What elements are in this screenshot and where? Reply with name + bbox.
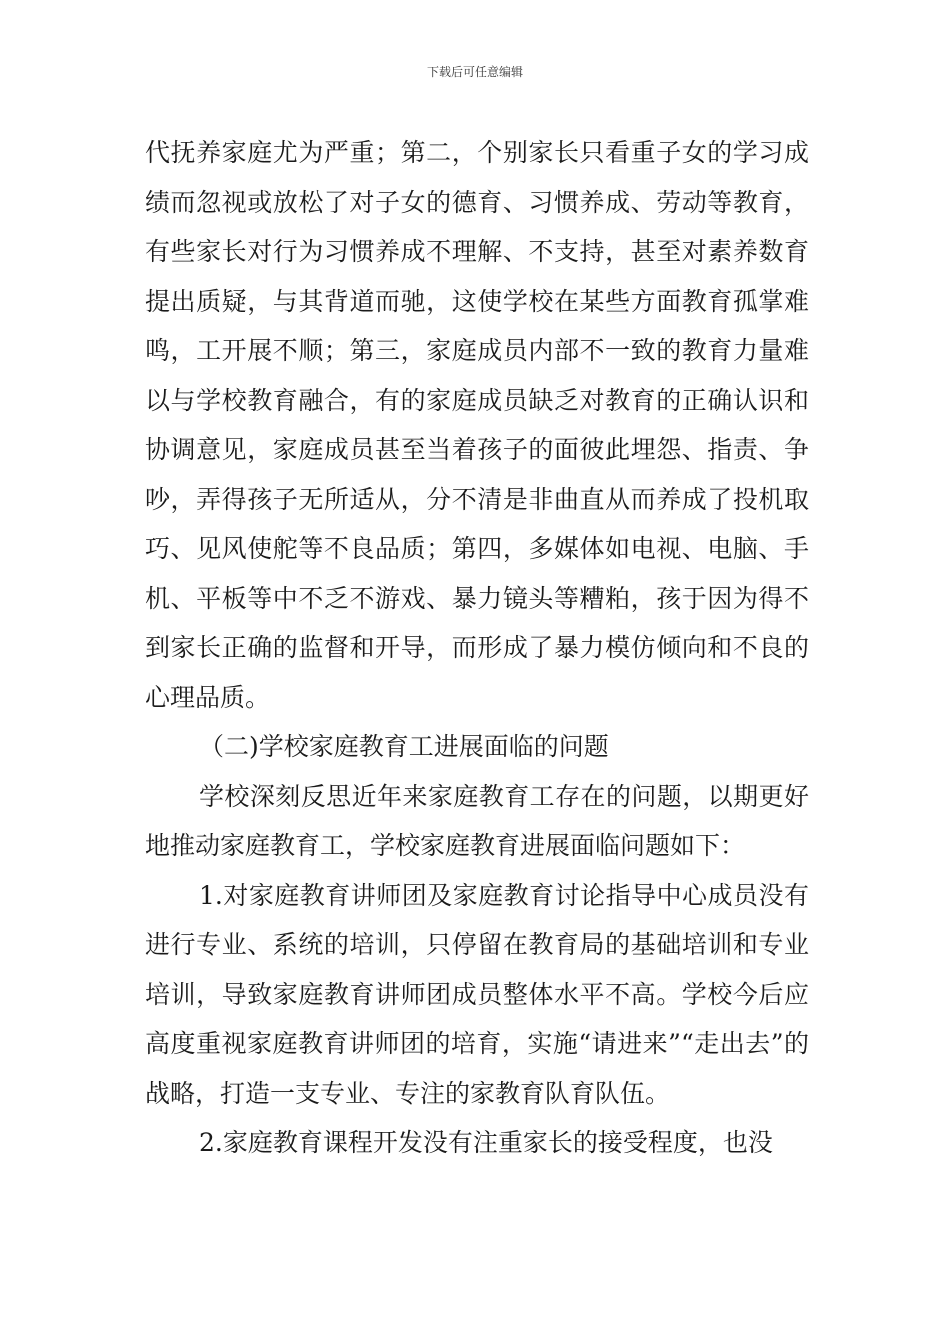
- section-heading: （二)学校家庭教育工进展面临的问题: [199, 732, 609, 761]
- list-item-2: 2.家庭教育课程开发没有注重家长的接受程度，也没: [199, 1128, 773, 1157]
- document-body: [145, 128, 809, 1168]
- paragraph-intro: 学校深刻反思近年来家庭教育工存在的问题，以期更好地推动家庭教育工，学校家庭教育进展面临问题如下：: [145, 781, 809, 860]
- paragraph-continuation: 代抚养家庭尤为严重；第二，个别家长只看重子女的学习成绩而忽视或放松了对子女的德育、习惯养成、劳动等教育，有些家长对行为习惯养成不理解、不支持，甚至对素养数育提出质疑，与其背道而驰，这使学校在某些方面教育孤掌难鸣，工开展不顺；第三，家庭成员内部不一致的教育力量难以与学校教育融合，有的家庭成员缺乏对教育的正确认识和协调意见，家庭成员甚至当着孩子的面彼此埋怨、指责、争吵，弄得孩子无所适从，分不清是非曲直从而养成了投机取巧、见风使舵等不良品质；第四，多媒体如电视、电脑、手机、平板等中不乏不游戏、暴力镜头等糟粕，孩于因为得不到家长正确的监督和开导，而形成了暴力模仿倾向和不良的心理品质。: [145, 138, 809, 712]
- list-item-1: 1.对家庭教育讲师团及家庭教育讨论指导中心成员没有进行专业、系统的培训，只停留在教育局的基础培训和专业培训，导致家庭教育讲师团成员整体水平不高。学校今后应高度重视家庭教育讲师团的培育，实施“请进来”“走出去”的战略，打造一支专业、专注的家教育队育队伍。: [145, 880, 809, 1108]
- page-header: 下载后可任意编辑: [426, 65, 523, 79]
